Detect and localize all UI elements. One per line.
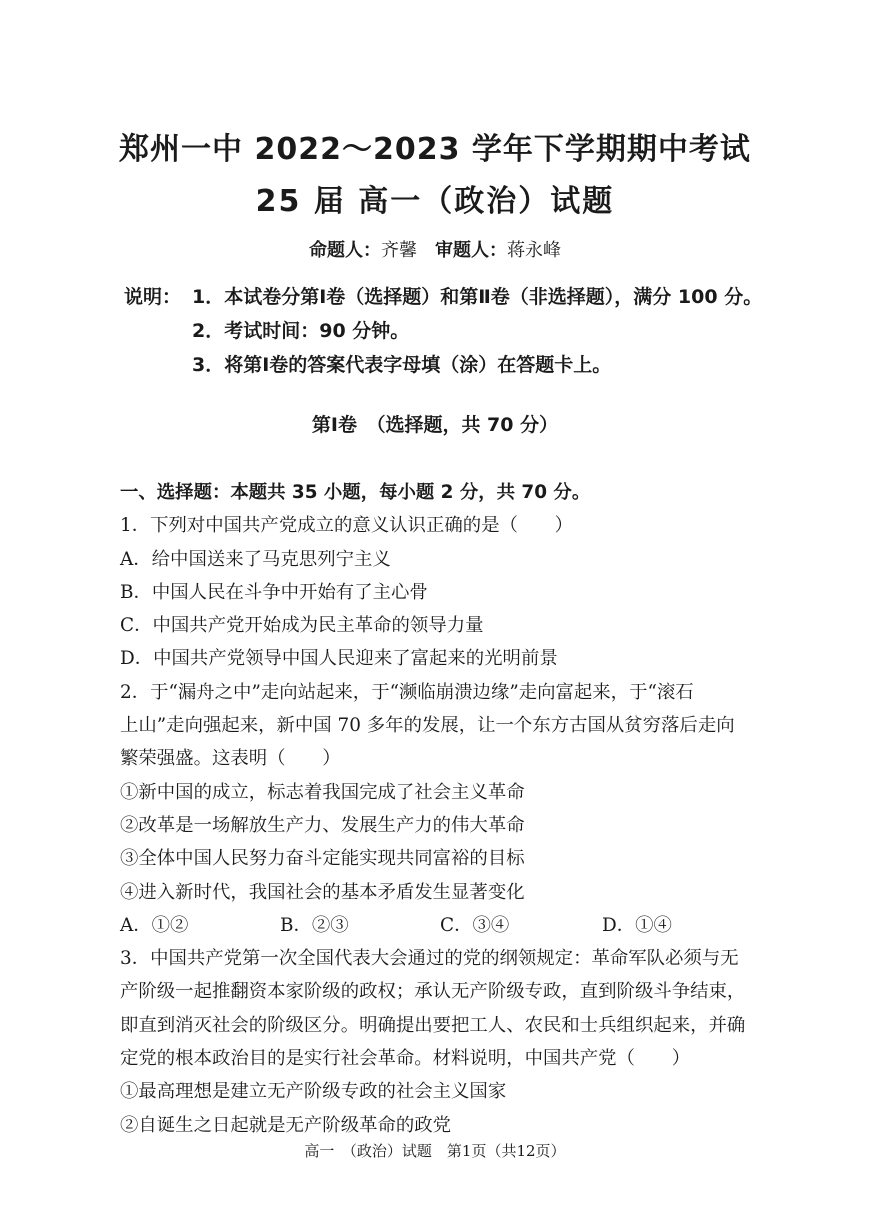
statement: ①新中国的成立，标志着我国完成了社会主义革命	[120, 781, 525, 803]
statement: ②改革是一场解放生产力、发展生产力的伟大革命	[120, 814, 525, 836]
question-stem: 3．中国共产党第一次全国代表大会通过的党的纲领规定：革命军队必须与无	[120, 948, 739, 970]
instruction-item: 1．本试卷分第Ⅰ卷（选择题）和第Ⅱ卷（非选择题），满分 100 分。	[192, 286, 763, 308]
choice-row	[120, 909, 800, 942]
choice-b: B．②③	[280, 914, 349, 936]
question-stem: 定党的根本政治目的是实行社会革命。材料说明，中国共产党（ ）	[120, 1048, 691, 1070]
option-a: A．给中国送来了马克思列宁主义	[120, 548, 391, 570]
exam-subtitle: 25 届 高一（政治）试题	[255, 184, 615, 219]
setter-label: 命题人：	[309, 240, 381, 261]
section-title: 第Ⅰ卷 （选择题，共 70 分）	[311, 414, 559, 436]
choice-d: D．①④	[602, 914, 672, 936]
option-d: D．中国共产党领导中国人民迎来了富起来的光明前景	[120, 648, 558, 670]
question-stem: 即直到消灭社会的阶级区分。明确提出要把工人、农民和士兵组织起来，并确	[120, 1014, 746, 1036]
instruction-item: 2．考试时间：90 分钟。	[192, 320, 410, 342]
statement: ③全体中国人民努力奋斗定能实现共同富裕的目标	[120, 848, 525, 870]
question-stem: 繁荣强盛。这表明（ ）	[120, 748, 341, 770]
question-stem: 1．下列对中国共产党成立的意义认识正确的是（ ）	[120, 515, 574, 537]
authors-line	[0, 236, 870, 262]
question-stem: 产阶级一起推翻资本家阶级的政权；承认无产阶级专政，直到阶级斗争结束，	[120, 981, 746, 1003]
statement: ①最高理想是建立无产阶级专政的社会主义国家	[120, 1081, 507, 1103]
instructions-label: 说明：	[124, 286, 182, 308]
exam-title: 郑州一中 2022～2023 学年下学期期中考试	[119, 132, 751, 167]
questions-body	[120, 476, 800, 1142]
instructions	[124, 280, 762, 382]
reviewer-label: 审题人：	[435, 240, 507, 261]
option-c: C．中国共产党开始成为民主革命的领导力量	[120, 615, 484, 637]
choice-c: C．③④	[440, 914, 510, 936]
instruction-item: 3．将第Ⅰ卷的答案代表字母填（涂）在答题卡上。	[192, 354, 612, 376]
option-b: B．中国人民在斗争中开始有了主心骨	[120, 581, 428, 603]
part-heading: 一、选择题：本题共 35 小题，每小题 2 分，共 70 分。	[120, 482, 591, 503]
question-stem: 上山”走向强起来，新中国 70 多年的发展，让一个东方古国从贫穷落后走向	[120, 715, 735, 737]
question-stem: 2．于“漏舟之中”走向站起来，于“濒临崩溃边缘”走向富起来，于“滚石	[120, 681, 694, 703]
choice-a: A．①②	[120, 914, 189, 936]
setter-name: 齐馨	[381, 240, 417, 261]
page-footer: 高一 （政治）试题 第1页（共12页）	[304, 1142, 566, 1160]
reviewer-name: 蒋永峰	[507, 240, 561, 261]
statement: ④进入新时代，我国社会的基本矛盾发生显著变化	[120, 881, 525, 903]
statement: ②自诞生之日起就是无产阶级革命的政党	[120, 1114, 452, 1136]
